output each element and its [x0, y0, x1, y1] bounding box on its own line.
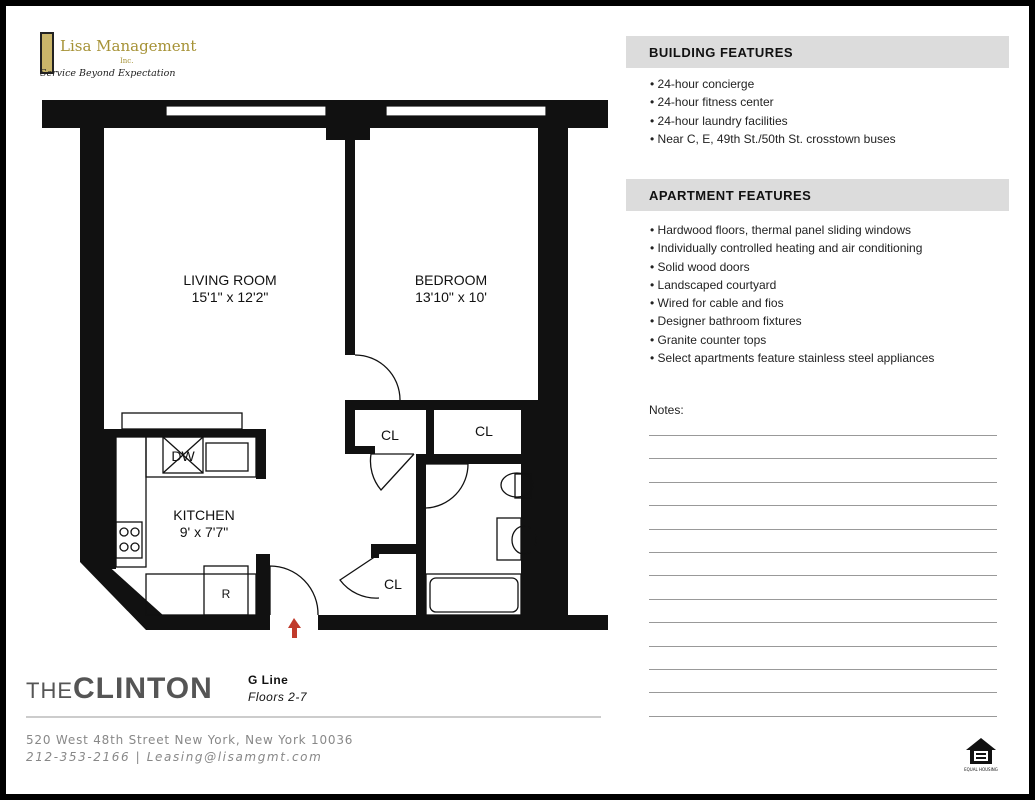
- phone[interactable]: 212-353-2166: [26, 750, 131, 764]
- apartment-features-heading: APARTMENT FEATURES: [626, 179, 1009, 211]
- kitchen-label: KITCHEN: [173, 507, 235, 523]
- building-name: [26, 672, 213, 711]
- bedroom-label: BEDROOM: [414, 272, 488, 288]
- note-line: [649, 599, 997, 600]
- note-line: [649, 458, 997, 459]
- list-item: • Solid wood doors: [650, 260, 934, 278]
- note-line: [649, 575, 997, 576]
- address: 520 West 48th Street New York, New York 10036: [26, 733, 354, 747]
- living-room-label: LIVING ROOM: [183, 272, 277, 288]
- list-item: • Designer bathroom fixtures: [650, 314, 934, 332]
- list-item: • Select apartments feature stainless steel appliances: [650, 351, 934, 369]
- fixtures: [116, 355, 536, 615]
- logo-tagline: Service Beyond Expectation: [40, 68, 176, 79]
- building-features-heading: BUILDING FEATURES: [626, 36, 1009, 68]
- separator: |: [135, 750, 142, 764]
- list-item: • Near C, E, 49th St./50th St. crosstown buses: [650, 132, 896, 150]
- list-item: • 24-hour fitness center: [650, 95, 896, 113]
- notes-label: Notes:: [649, 403, 684, 417]
- apartment-features-list: [650, 223, 934, 369]
- equal-housing-label: EQUAL HOUSING: [964, 767, 998, 772]
- logo-inc: Inc.: [120, 57, 134, 65]
- building-features-list: [650, 77, 896, 150]
- dishwasher-label: DW: [171, 448, 195, 464]
- refrigerator-label: R: [221, 587, 231, 601]
- note-line: [649, 435, 997, 436]
- note-line: [649, 692, 997, 693]
- closet-label: CL: [475, 423, 493, 439]
- unit-floors: Floors 2-7: [248, 690, 308, 704]
- list-item: • Granite counter tops: [650, 333, 934, 351]
- email-link[interactable]: Leasing@lisamgmt.com: [146, 750, 323, 764]
- note-line: [649, 552, 997, 553]
- list-item: • 24-hour laundry facilities: [650, 114, 896, 132]
- note-line: [649, 716, 997, 717]
- entrance-arrow-icon: [288, 618, 301, 638]
- list-item: • Individually controlled heating and air conditioning: [650, 241, 934, 259]
- logo-name: Lisa Management: [60, 37, 197, 55]
- floor-plan: [6, 6, 616, 646]
- note-line: [649, 646, 997, 647]
- list-item: • Wired for cable and fios: [650, 296, 934, 314]
- closet-label: CL: [384, 576, 402, 592]
- living-room-dims: 15'1" x 12'2": [191, 289, 269, 305]
- kitchen-dims: 9' x 7'7": [179, 524, 229, 540]
- note-line: [649, 669, 997, 670]
- note-line: [649, 529, 997, 530]
- contact-info: [26, 750, 322, 764]
- note-line: [649, 622, 997, 623]
- building-title: CLINTON: [73, 672, 213, 705]
- equal-housing-icon: [964, 736, 998, 772]
- closet-label: CL: [381, 427, 399, 443]
- divider: [26, 716, 601, 718]
- note-line: [649, 505, 997, 506]
- bedroom-dims: 13'10" x 10': [415, 289, 487, 305]
- list-item: • 24-hour concierge: [650, 77, 896, 95]
- note-line: [649, 482, 997, 483]
- building-the: THE: [26, 678, 73, 703]
- list-item: • Hardwood floors, thermal panel sliding windows: [650, 223, 934, 241]
- list-item: • Landscaped courtyard: [650, 278, 934, 296]
- unit-line: G Line: [248, 673, 289, 687]
- floor-plan-sheet: [6, 6, 1029, 794]
